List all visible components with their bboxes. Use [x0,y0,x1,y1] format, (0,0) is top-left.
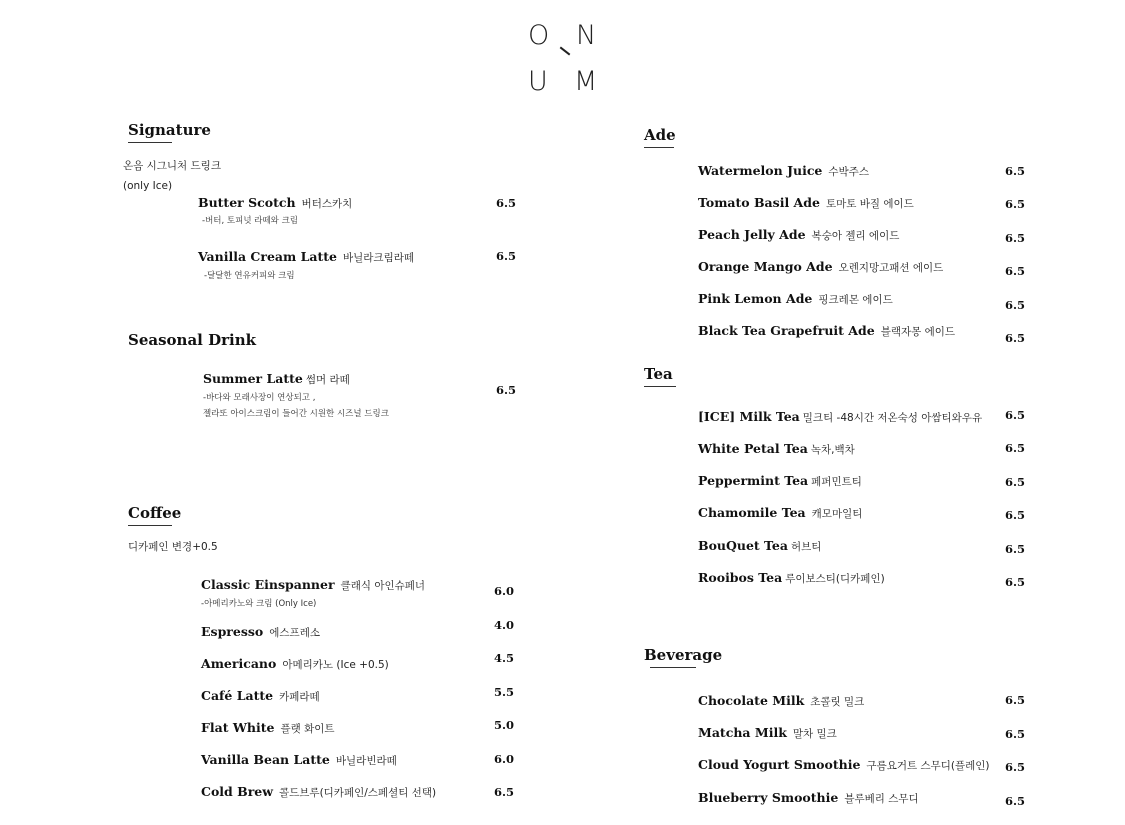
item-price: 6.5 [1005,575,1026,589]
signature-only-ice-note: (only Ice) [123,180,173,192]
item-name-ko: 블루베리 스무디 [844,793,919,805]
item-price: 6.5 [1005,760,1026,774]
item-name-ko: 콜드브루(디카페인/스페셜티 선택) [279,787,437,799]
item-price: 6.5 [496,249,517,263]
logo-letter-o: O [528,20,550,51]
item-name-ko: 플랫 화이트 [280,723,335,735]
menu-item-rooibos-tea [698,569,885,585]
section-title-text: Beverage [644,646,723,664]
item-name-en: [ICE] Milk Tea [698,409,800,424]
item-name-ko: 썸머 라떼 [305,374,350,386]
item-name-en: Espresso [201,624,264,639]
decaf-note: 디카페인 변경+0.5 [128,541,218,553]
section-title-text: Signature [128,121,211,139]
item-name-en: White Petal Tea [698,441,808,456]
item-name-ko: 블랙자몽 에이드 [880,326,956,338]
menu-item-pink-lemon-ade [698,290,893,306]
menu-item-cafe-latte [201,687,320,703]
item-name-en: Chamomile Tea [698,505,806,520]
menu-item-blueberry-smoothie [698,789,919,805]
item-name-ko: 핑크레몬 에이드 [818,294,893,306]
item-name-ko: 구름요거트 스무디(플레인) [866,760,990,772]
item-name-en: Americano [201,656,277,671]
onum-logo [526,18,602,98]
item-price: 6.5 [494,785,515,799]
logo-letter-m: M [574,66,598,97]
item-name-ko: 말차 밀크 [792,728,837,740]
title-underline [644,386,676,387]
section-title-text: Seasonal Drink [128,331,256,349]
menu-item-orange-mango-ade [698,258,943,274]
item-name-en: Peach Jelly Ade [698,227,806,242]
menu-item-milk-tea [698,408,982,424]
item-name-en: Peppermint Tea [698,473,809,488]
item-name-en: Rooibos Tea [698,570,783,585]
item-price: 6.5 [1005,164,1026,178]
item-name-ko: 카페라떼 [279,691,320,703]
item-name-en: Summer Latte [203,371,303,386]
title-underline [644,147,674,148]
item-price: 6.5 [1005,264,1026,278]
item-price: 6.5 [1005,794,1026,808]
item-name-ko: 초콜릿 밀크 [810,696,865,708]
menu-item-bouquet-tea [698,537,821,553]
item-name-en: Black Tea Grapefruit Ade [698,323,875,338]
item-description: -아메리카노와 크림 (Only Ice) [201,599,317,609]
item-name-ko: 허브티 [790,541,822,553]
section-title-text: Ade [644,126,676,144]
logo-letter-n: N [576,20,597,51]
section-title-seasonal [128,331,256,349]
signature-note: 온음 시그니처 드링크 [123,160,221,172]
section-title-signature [128,121,211,143]
menu-item-chamomile-tea [698,504,862,520]
item-name-ko: 바닐라빈라떼 [335,755,397,767]
item-name-en: Orange Mango Ade [698,259,833,274]
item-name-ko: 루이보스티(디카페인) [785,573,885,585]
section-title-text: Tea [644,365,673,383]
item-price: 6.5 [1005,508,1026,522]
item-price: 6.0 [494,584,515,598]
menu-item-matcha-milk [698,724,837,740]
item-price: 6.5 [1005,408,1026,422]
menu-item-white-petal-tea [698,440,855,456]
section-title-beverage [644,646,722,668]
menu-item-vanilla-bean-latte [201,751,397,767]
item-price: 6.5 [1005,441,1026,455]
title-underline [128,525,172,526]
item-price: 4.5 [494,651,515,665]
item-price: 6.5 [1005,475,1026,489]
menu-item-espresso [201,623,320,639]
item-description-line1: -바다와 모래사장이 연상되고 , [203,393,316,403]
item-price: 6.5 [496,383,517,397]
item-name-en: Blueberry Smoothie [698,790,839,805]
menu-item-vanilla-cream-latte [198,248,414,264]
item-price: 5.0 [494,718,515,732]
item-description-line2: 젤라또 아이스크림이 들어간 시원한 시즈널 드링크 [203,409,389,419]
menu-item-tomato-basil-ade [698,194,914,210]
item-name-ko: 복숭아 젤리 에이드 [811,230,900,242]
section-title-coffee [128,504,181,526]
item-name-en: Chocolate Milk [698,693,805,708]
menu-item-flat-white [201,719,335,735]
item-price: 6.5 [1005,231,1026,245]
item-price: 5.5 [494,685,515,699]
menu-item-summer-latte [203,370,350,386]
item-price: 4.0 [494,618,515,632]
item-name-en: Watermelon Juice [698,163,823,178]
item-name-en: Classic Einspanner [201,577,335,592]
menu-item-black-tea-grapefruit-ade [698,322,955,338]
section-title-ade [644,126,676,148]
item-price: 6.5 [1005,331,1026,345]
title-underline [650,667,696,668]
logo-letter-u: U [528,66,548,97]
menu-item-americano [201,655,389,671]
item-name-ko: 바닐라크림라떼 [343,252,415,264]
item-name-ko: 캐모마일티 [811,508,863,520]
item-name-ko: 에스프레소 [269,627,320,639]
item-price: 6.5 [496,196,517,210]
item-name-en: Flat White [201,720,275,735]
menu-item-cold-brew [201,783,436,799]
item-name-ko: 밀크티 -48시간 저온숙성 아쌈티와우유 [802,412,983,424]
item-name-en: Matcha Milk [698,725,787,740]
item-description: -버터, 토피넛 라떼와 크림 [202,216,298,226]
logo-slash [560,47,571,56]
item-name-en: BouQuet Tea [698,538,788,553]
item-name-ko: 수박주스 [828,166,869,178]
section-title-tea [644,365,676,387]
item-name-ko: 오렌지망고패션 에이드 [838,262,944,274]
menu-item-watermelon-juice [698,162,869,178]
item-name-ko: 아메리카노 (Ice +0.5) [282,659,389,671]
item-name-en: Vanilla Bean Latte [201,752,330,767]
menu-item-butter-scotch [198,194,352,210]
item-price: 6.5 [1005,693,1026,707]
menu-item-peppermint-tea [698,472,862,488]
item-name-en: Café Latte [201,688,274,703]
item-description: -달달한 연유커피와 크림 [204,271,295,281]
item-price: 6.5 [1005,727,1026,741]
item-name-ko: 페퍼민트티 [811,476,862,488]
item-price: 6.5 [1005,197,1026,211]
item-name-en: Cold Brew [201,784,273,799]
title-underline [128,142,172,143]
menu-item-classic-einspanner [201,576,425,592]
item-name-en: Butter Scotch [198,195,296,210]
item-price: 6.0 [494,752,515,766]
item-name-en: Tomato Basil Ade [698,195,820,210]
item-name-ko: 버터스카치 [301,198,353,210]
item-price: 6.5 [1005,298,1026,312]
item-name-en: Pink Lemon Ade [698,291,813,306]
item-price: 6.5 [1005,542,1026,556]
menu-item-peach-jelly-ade [698,226,899,242]
item-name-en: Vanilla Cream Latte [198,249,337,264]
menu-item-chocolate-milk [698,692,864,708]
item-name-ko: 녹차,백차 [810,444,855,456]
menu-item-cloud-yogurt-smoothie [698,756,990,772]
item-name-ko: 토마토 바질 에이드 [825,198,914,210]
item-name-ko: 클래식 아인슈페너 [340,580,426,592]
section-title-text: Coffee [128,504,182,522]
item-name-en: Cloud Yogurt Smoothie [698,757,861,772]
